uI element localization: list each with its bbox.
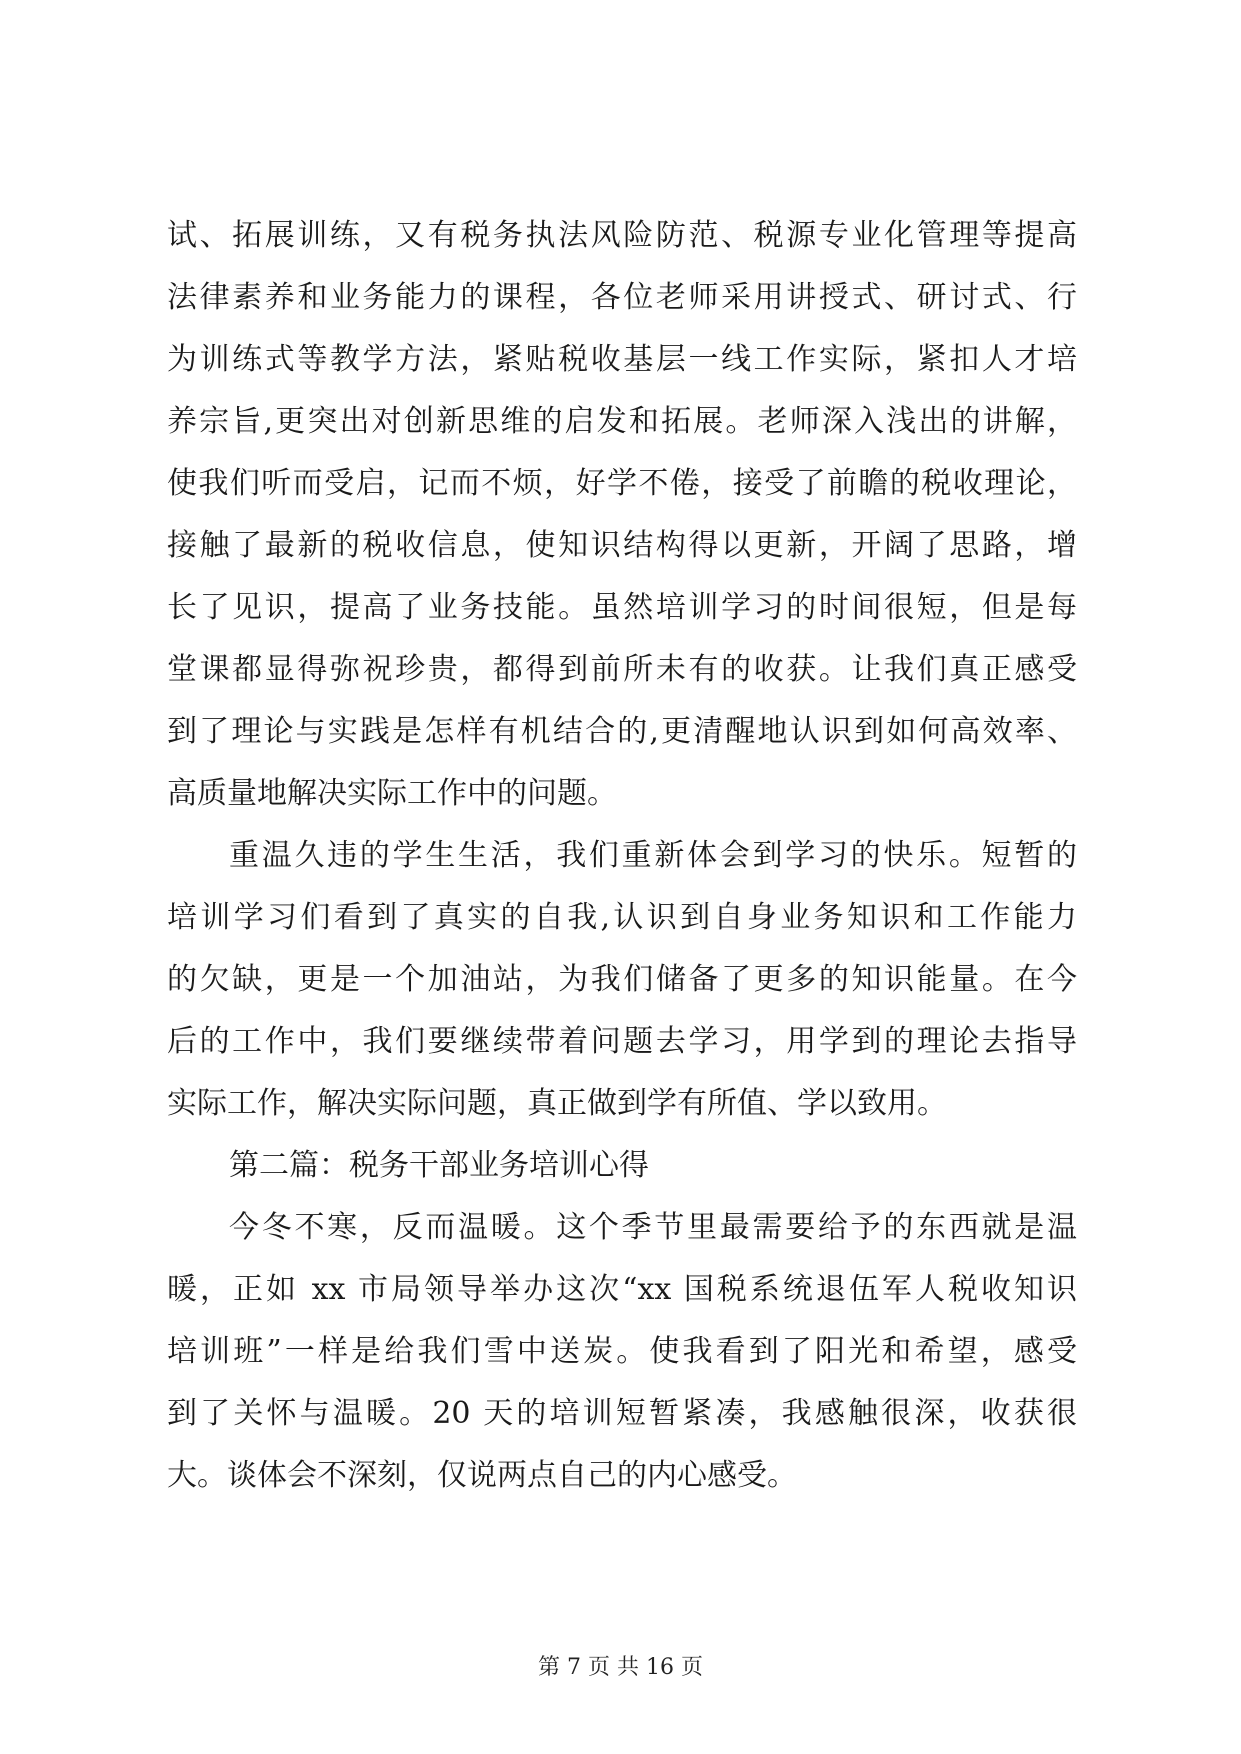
text-line: 暖，正如 xx 市局领导举办这次“xx 国税系统退伍军人税收知识: [167, 1272, 1077, 1307]
text-line: 的欠缺，更是一个加油站，为我们储备了更多的知识能量。在今: [167, 962, 1077, 997]
text-line: 后的工作中，我们要继续带着问题去学习，用学到的理论去指导: [167, 1024, 1077, 1059]
text-line: 试、拓展训练，又有税务执法风险防范、税源专业化管理等提高: [167, 218, 1077, 253]
text-line: 法律素养和业务能力的课程，各位老师采用讲授式、研讨式、行: [167, 280, 1077, 315]
page-number-footer: 第 7 页 共 16 页: [538, 1655, 703, 1680]
text-line: 接触了最新的税收信息，使知识结构得以更新，开阔了思路，增: [167, 528, 1077, 563]
text-line: 堂课都显得弥祝珍贵，都得到前所未有的收获。让我们真正感受: [167, 652, 1077, 687]
body-text: [167, 205, 1077, 1507]
text-line: 培训学习们看到了真实的自我,认识到自身业务知识和工作能力: [167, 900, 1077, 935]
text-line: 高质量地解决实际工作中的问题。: [167, 776, 617, 811]
text-line: 养宗旨,更突出对创新思维的启发和拓展。老师深入浅出的讲解，: [167, 404, 1077, 439]
text-line: 为训练式等教学方法，紧贴税收基层一线工作实际，紧扣人才培: [167, 342, 1077, 377]
text-line: 实际工作，解决实际问题，真正做到学有所值、学以致用。: [167, 1086, 947, 1121]
text-line: 使我们听而受启，记而不烦，好学不倦，接受了前瞻的税收理论，: [167, 466, 1077, 501]
text-line: 长了见识，提高了业务技能。虽然培训学习的时间很短，但是每: [167, 590, 1077, 625]
text-line: 到了关怀与温暖。20 天的培训短暂紧凑，我感触很深，收获很: [167, 1396, 1077, 1431]
text-line: 培训班”一样是给我们雪中送炭。使我看到了阳光和希望，感受: [167, 1334, 1077, 1369]
text-line: 大。谈体会不深刻，仅说两点自己的内心感受。: [167, 1458, 797, 1493]
text-line: 重温久违的学生生活，我们重新体会到学习的快乐。短暂的: [229, 838, 1077, 873]
text-line: 到了理论与实践是怎样有机结合的,更清醒地认识到如何高效率、: [167, 714, 1077, 749]
section-heading: 第二篇：税务干部业务培训心得: [229, 1148, 649, 1183]
text-line: 今冬不寒，反而温暖。这个季节里最需要给予的东西就是温: [229, 1210, 1077, 1245]
